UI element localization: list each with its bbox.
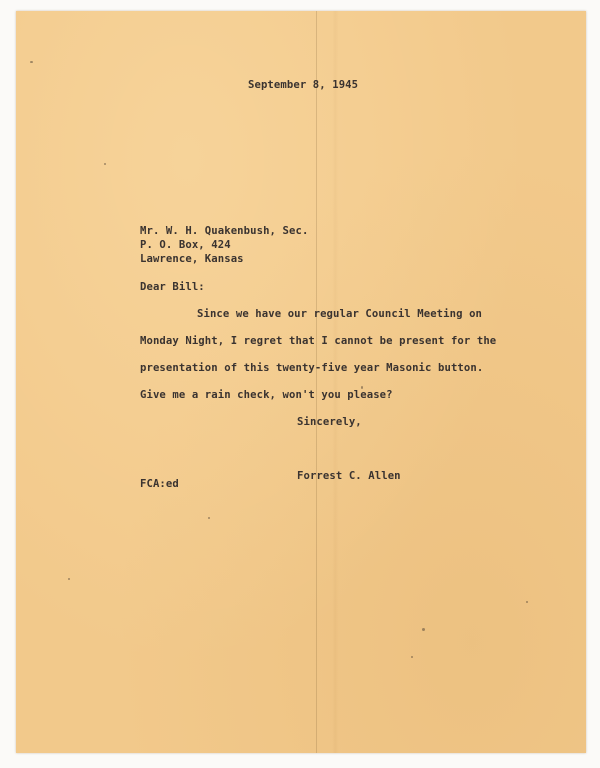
paper-crease <box>316 11 317 753</box>
paper-speck <box>208 517 210 519</box>
paper-speck <box>68 578 70 580</box>
paper-speck <box>411 656 413 658</box>
signature-name: Forrest C. Allen <box>297 470 401 482</box>
reference-initials: FCA:ed <box>140 478 179 490</box>
letter-date: September 8, 1945 <box>248 79 359 91</box>
paper-speck <box>104 163 106 165</box>
body-line-3: presentation of this twenty-five year Masonic button. <box>140 362 484 374</box>
paper-speck <box>422 628 425 631</box>
body-line-4: Give me a rain check, won't you please? <box>140 389 393 401</box>
letter-page <box>16 11 586 753</box>
body-line-2: Monday Night, I regret that I cannot be present for the <box>140 335 497 347</box>
recipient-name: Mr. W. H. Quakenbush, Sec. <box>140 225 309 237</box>
closing: Sincerely, <box>297 416 362 428</box>
recipient-city: Lawrence, Kansas <box>140 253 244 265</box>
paper-speck <box>526 601 528 603</box>
paper-speck <box>30 61 33 63</box>
body-line-1: Since we have our regular Council Meeting on <box>197 308 483 320</box>
salutation: Dear Bill: <box>140 281 205 293</box>
recipient-address: P. O. Box, 424 <box>140 239 231 251</box>
